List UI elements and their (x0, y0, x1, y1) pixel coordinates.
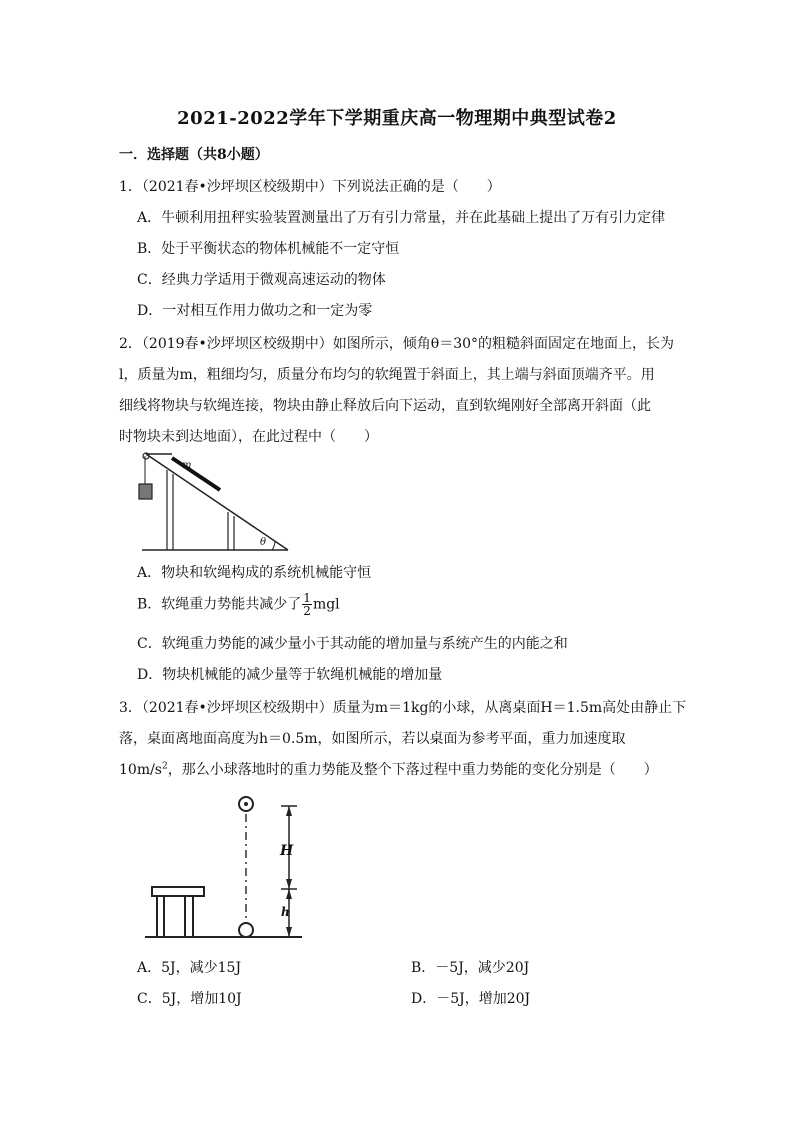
page-title: 2021-2022学年下学期重庆高一物理期中典型试卷2 (177, 108, 617, 129)
q2-option-b-prefix: B．软绳重力势能共减少了 (137, 596, 302, 613)
q2-stem-line4: 时物块未到达地面），在此过程中（ ） (119, 429, 378, 445)
q1-option-c: C．经典力学适用于微观高速运动的物体 (137, 272, 386, 288)
q3-accel-value: 10m/s (119, 762, 162, 778)
fraction-one-half (302, 592, 312, 617)
fig-angle-label: θ (260, 537, 267, 548)
section-heading: 一．选择题（共8小题） (119, 147, 269, 163)
q2-stem-line3: 细线将物块与软绳连接，物块由静止释放后向下运动，直到软绳刚好全部离开斜面（此 (119, 398, 651, 414)
q2-stem-line2: l，质量为m，粗细均匀，质量分布均匀的软绳置于斜面上，其上端与斜面顶端齐平。用 (119, 367, 655, 383)
q3-stem-line2: 落，桌面离地面高度为h＝0.5m，如图所示，若以桌面为参考平面，重力加速度取 (119, 731, 626, 747)
q3-stem-line3-rest: ，那么小球落地时的重力势能及整个下落过程中重力势能的变化分别是（ ） (167, 762, 658, 778)
q3-option-a: A．5J，减少15J (137, 960, 242, 976)
q3-option-b: B．－5J，减少20J (411, 960, 530, 976)
q2-stem-line1: 2．（2019春•沙坪坝区校级期中）如图所示，倾角θ＝30°的粗糙斜面固定在地面上，长为 (119, 336, 675, 352)
fig-h-label: h (281, 905, 290, 919)
q3-stem-line3 (119, 759, 658, 779)
q1-option-d: D．一对相互作用力做功之和一定为零 (137, 303, 373, 319)
q3-option-c: C．5J，增加10J (137, 991, 242, 1007)
q2-option-b (137, 592, 340, 617)
fig-mass-label: m (182, 460, 192, 471)
q1-stem: 1．（2021春•沙坪坝区校级期中）下列说法正确的是（ ） (119, 179, 501, 195)
q2-option-c: C．软绳重力势能的减少量小于其动能的增加量与系统产生的内能之和 (137, 636, 568, 652)
q1-option-a: A．牛顿利用扭秤实验装置测量出了万有引力常量，并在此基础上提出了万有引力定律 (137, 210, 666, 226)
q3-accel-exponent: 2 (162, 761, 168, 772)
q3-option-d: D．－5J，增加20J (411, 991, 531, 1007)
falling-ball-figure (140, 792, 310, 942)
q1-option-b: B．处于平衡状态的物体机械能不一定守恒 (137, 241, 400, 257)
incline-figure (130, 450, 295, 555)
fraction-numerator: 1 (303, 591, 311, 605)
q2-option-b-suffix: mgl (312, 596, 340, 613)
q2-option-d: D．物块机械能的减少量等于软绳机械能的增加量 (137, 667, 443, 683)
q3-stem-line1: 3．（2021春•沙坪坝区校级期中）质量为m＝1kg的小球，从离桌面H＝1.5m高处由静止下 (119, 700, 687, 716)
fig-H-label: H (280, 843, 294, 859)
q2-option-a: A．物块和软绳构成的系统机械能守恒 (137, 565, 372, 581)
fraction-denominator: 2 (303, 604, 311, 618)
